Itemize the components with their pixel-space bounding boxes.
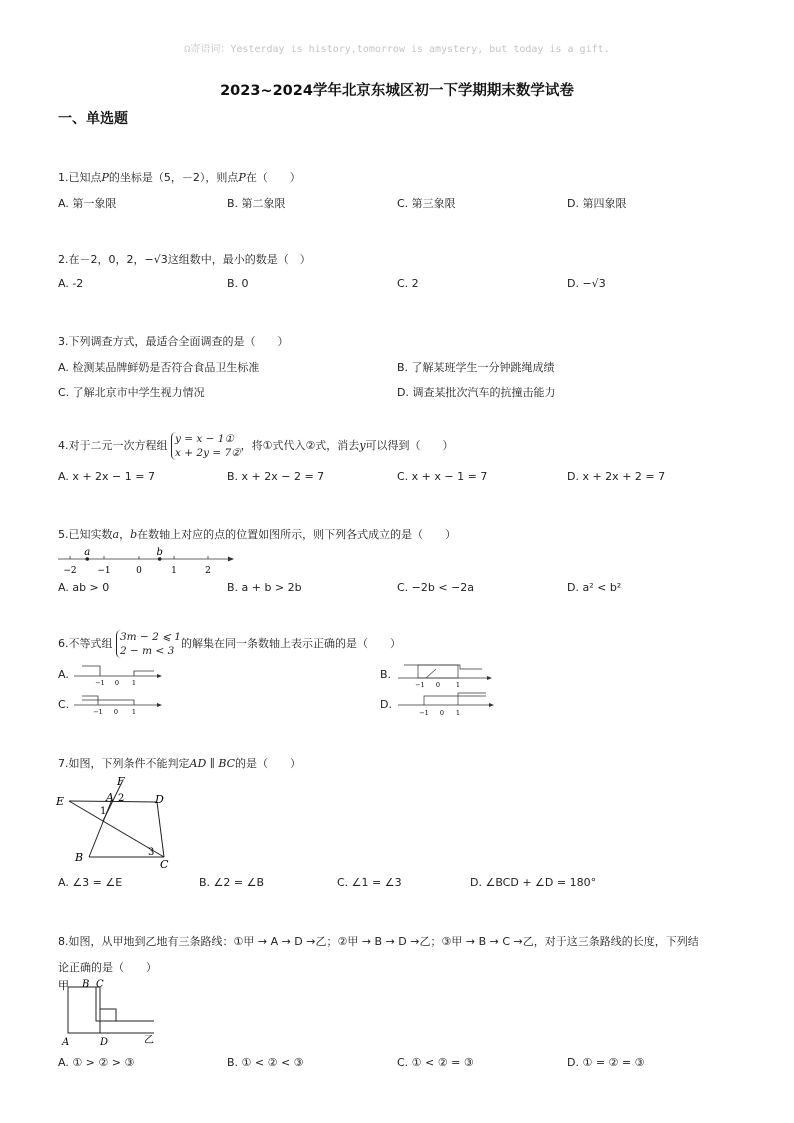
q8-label-c: C — [96, 979, 104, 990]
q6b-tick: −1 — [415, 681, 425, 689]
q8-label-a: A — [62, 1037, 70, 1048]
section-heading: 一、单选题 — [58, 111, 128, 127]
q5-tick-label: −1 — [97, 566, 111, 576]
q4-var-y: y — [359, 439, 366, 452]
q6d-tick: −1 — [419, 709, 429, 717]
question-8-line-1: 8.如图，从甲地到乙地有三条路线：①甲 → A → D →乙；②甲 → B → D →乙；③甲 → B → C →乙，对于这三条路线的长度，下列结 — [58, 935, 699, 948]
q6-option-b-numberline[interactable] — [398, 660, 496, 690]
q2-text-a: 2.在－2，0，2， — [58, 253, 145, 266]
q5-text-a: 5.已知实数 — [58, 528, 113, 541]
question-2 — [58, 251, 311, 267]
question-5 — [58, 526, 456, 542]
q6-option-d-numberline[interactable] — [398, 688, 498, 718]
q7-expr: AD ∥ BC — [189, 757, 236, 770]
q1-var-p2: P — [238, 171, 246, 184]
q1-text-a: 1.已知点 — [58, 171, 102, 184]
q8-option-c[interactable]: C. ① < ② = ③ — [397, 1056, 474, 1069]
q1-option-b[interactable]: B. 第二象限 — [227, 197, 286, 210]
q1-option-c[interactable]: C. 第三象限 — [397, 197, 456, 210]
q8-label-jia: 甲 — [58, 979, 69, 992]
q6-inequality-system — [116, 630, 181, 658]
q5-tick-label: 1 — [171, 566, 177, 576]
q6-option-a-numberline[interactable] — [74, 662, 164, 688]
q6-option-d[interactable]: D. — [380, 698, 392, 711]
q6c-tick: −1 — [93, 708, 103, 716]
q4-option-a[interactable]: A. x + 2x − 1 = 7 — [58, 470, 155, 483]
q5-sep: ， — [119, 528, 131, 541]
q4-option-b[interactable]: B. x + 2x − 2 = 7 — [227, 470, 325, 483]
q3-option-c[interactable]: C. 了解北京市中学生视力情况 — [58, 386, 205, 399]
question-4 — [58, 432, 454, 460]
q8-label-d: D — [100, 1037, 109, 1048]
q6-option-c[interactable]: C. — [58, 698, 70, 711]
q7-option-d[interactable]: D. ∠BCD + ∠D = 180° — [470, 876, 597, 889]
q6-text-a: 6.不等式组 — [58, 637, 113, 650]
q2-option-d[interactable]: D. −√3 — [567, 277, 606, 290]
q6-option-c-numberline[interactable] — [74, 692, 164, 718]
q4-eq2: x + 2y = 7② — [175, 447, 241, 459]
q5-var-a: a — [112, 528, 120, 541]
q1-var-p: P — [101, 171, 109, 184]
q7-text-b: 的是（ ） — [235, 757, 302, 770]
q6-ineq1: 3m − 2 ⩽ 1 — [120, 631, 181, 643]
q4-text-a: 4.对于二元一次方程组 — [58, 439, 168, 452]
q3-option-d[interactable]: D. 调查某批次汽车的抗撞击能力 — [397, 386, 556, 399]
q6d-tick: 1 — [455, 709, 461, 717]
q5-option-a[interactable]: A. ab > 0 — [58, 581, 110, 594]
q7-angle-2: 2 — [118, 793, 125, 804]
q6d-tick: 0 — [439, 709, 445, 717]
q5-option-b[interactable]: B. a + b > 2b — [227, 581, 302, 594]
q7-label-c: C — [160, 858, 169, 871]
q4-eq1: y = x − 1① — [175, 433, 234, 445]
q4-equation-system — [171, 432, 241, 460]
q6-option-b[interactable]: B. — [380, 668, 392, 681]
q6a-tick: 1 — [131, 679, 137, 687]
q8-label-yi: 乙 — [144, 1035, 154, 1046]
q8-route-figure — [56, 975, 160, 1049]
q7-angle-1: 1 — [100, 806, 107, 817]
q5-point-a-label: a — [84, 547, 91, 558]
q5-ticks — [70, 556, 208, 559]
q7-label-d: D — [155, 793, 164, 806]
q7-option-a[interactable]: A. ∠3 = ∠E — [58, 876, 123, 889]
q6a-tick: 0 — [114, 679, 120, 687]
question-3: 3.下列调查方式，最适合全面调查的是（ ） — [58, 335, 289, 348]
q5-option-d[interactable]: D. a² < b² — [567, 581, 622, 594]
q7-label-e: E — [56, 795, 65, 808]
q2-option-c[interactable]: C. 2 — [397, 277, 419, 290]
q6a-tick: −1 — [95, 679, 105, 687]
q1-option-a[interactable]: A. 第一象限 — [58, 197, 117, 210]
q1-text-c: 在（ ） — [245, 171, 301, 184]
q8-label-b: B — [82, 979, 90, 990]
watermark: ☊寄语词：Yesterday is history,tomorrow is amystery, but today is a gift. — [184, 44, 610, 55]
q2-option-b[interactable]: B. 0 — [227, 277, 249, 290]
q4-option-d[interactable]: D. x + 2x + 2 = 7 — [567, 470, 666, 483]
question-1 — [58, 169, 301, 185]
q5-option-c[interactable]: C. −2b < −2a — [397, 581, 475, 594]
q5-tick-label: 0 — [136, 566, 142, 576]
q6-ineq2: 2 − m < 3 — [120, 645, 175, 657]
q7-label-b: B — [75, 851, 84, 864]
q6c-tick: 0 — [113, 708, 119, 716]
q6-text-b: 的解集在同一条数轴上表示正确的是（ ） — [180, 637, 401, 650]
q3-option-b[interactable]: B. 了解某班学生一分钟跳绳成绩 — [397, 361, 555, 374]
q3-option-a[interactable]: A. 检测某品牌鲜奶是否符合食品卫生标准 — [58, 361, 260, 374]
q6c-tick: 1 — [131, 708, 137, 716]
q5-point-b-label: b — [156, 547, 163, 558]
q6-option-a[interactable]: A. — [58, 668, 69, 681]
q8-option-a[interactable]: A. ① > ② > ③ — [58, 1056, 135, 1069]
q6b-tick: 1 — [455, 681, 461, 689]
q6b-tick: 0 — [435, 681, 441, 689]
question-7 — [58, 755, 301, 771]
q7-option-b[interactable]: B. ∠2 = ∠B — [199, 876, 265, 889]
q7-option-c[interactable]: C. ∠1 = ∠3 — [337, 876, 402, 889]
q2-expr: −√3 — [144, 253, 168, 266]
q1-option-d[interactable]: D. 第四象限 — [567, 197, 627, 210]
q1-text-b: 的坐标是（5，－2），则点 — [108, 171, 239, 184]
q5-var-b: b — [130, 528, 138, 541]
q5-number-line — [56, 546, 236, 578]
q8-option-b[interactable]: B. ① < ② < ③ — [227, 1056, 304, 1069]
q2-text-b: 这组数中，最小的数是（ ） — [167, 253, 311, 266]
question-8-line-2: 论正确的是（ ） — [58, 961, 157, 974]
q4-option-c[interactable]: C. x + x − 1 = 7 — [397, 470, 488, 483]
q7-text-a: 7.如图，下列条件不能判定 — [58, 757, 190, 770]
q2-option-a[interactable]: A. -2 — [58, 277, 84, 290]
q5-text-b: 在数轴上对应的点的位置如图所示，则下列各式成立的是（ ） — [137, 528, 457, 541]
q4-text-b: ，将①式代入②式，消去 — [240, 439, 360, 452]
q8-option-d[interactable]: D. ① = ② = ③ — [567, 1056, 645, 1069]
question-6 — [58, 630, 401, 658]
q5-tick-label: 2 — [205, 566, 211, 576]
q7-geometry-figure — [54, 773, 178, 871]
q5-tick-label: −2 — [63, 566, 77, 576]
q7-label-f: F — [117, 775, 125, 788]
page-title: 2023~2024学年北京东城区初一下学期期末数学试卷 — [220, 83, 574, 99]
q7-label-a: A — [106, 791, 114, 804]
q4-text-c: 可以得到（ ） — [365, 439, 454, 452]
q7-angle-3: 3 — [148, 847, 155, 858]
